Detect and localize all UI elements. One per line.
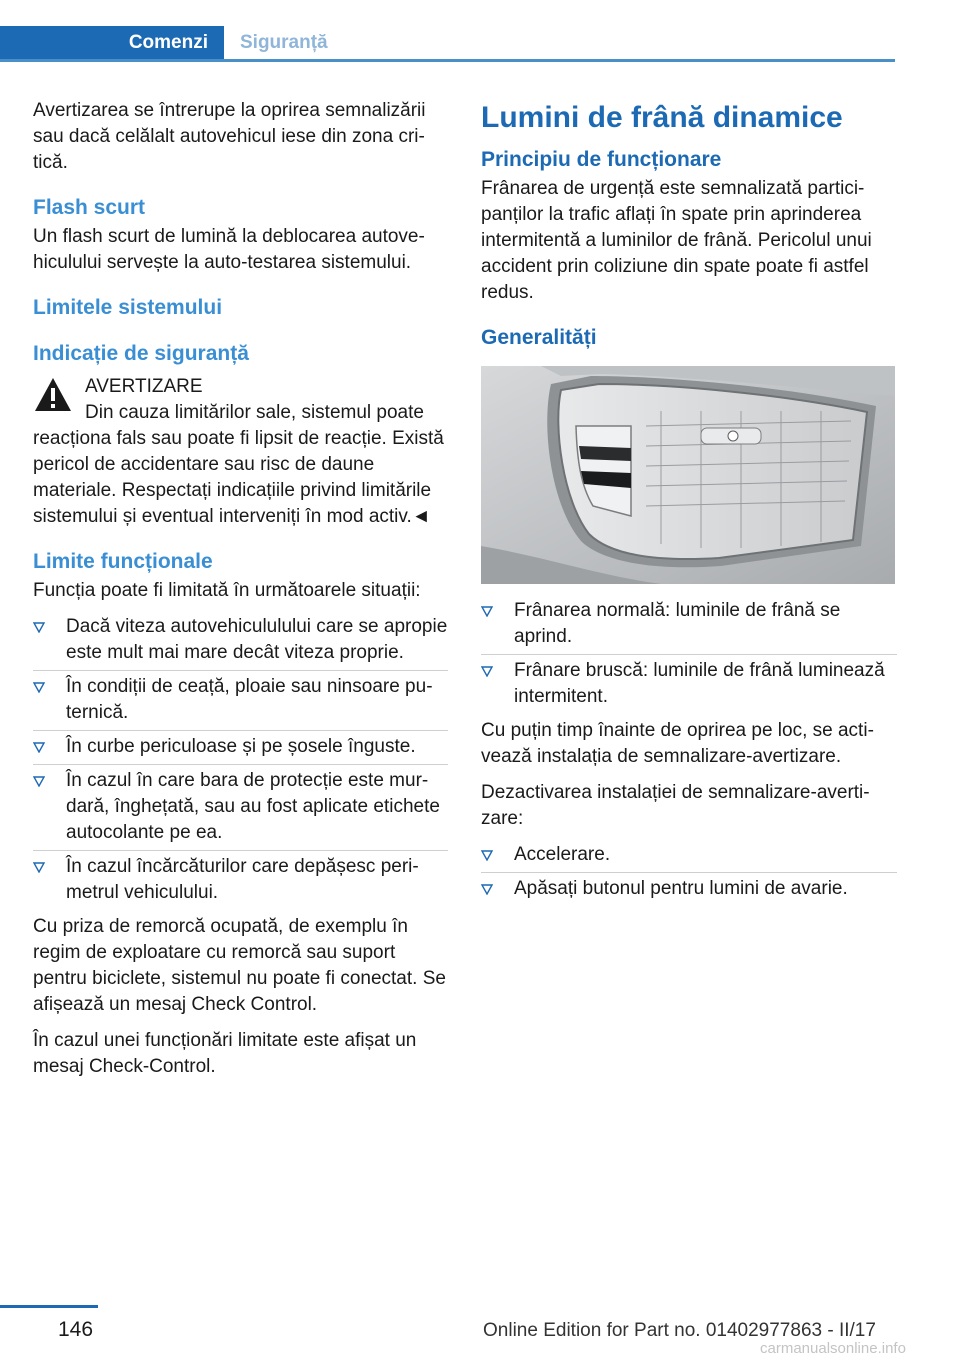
tabbar-underline — [0, 59, 895, 62]
brake-light-photo — [481, 366, 895, 584]
list-item: În cazul în care bara de protecție este murdară, înghețată, sau au fost aplicate etichete autocolante pe ea. — [33, 768, 448, 846]
functional-limits-list — [33, 614, 448, 906]
paragraph-principle: Frânarea de urgență este semnalizată participanților la trafic aflați în spate prin aprinderea intermitentă a luminilor de frână. Pericolul unui accident prin coliziune din spate poate fi astfel redus. — [481, 178, 872, 303]
triangle-bullet-icon — [481, 884, 493, 895]
edition-label: Online Edition for Part no. 01402977863 - II/17 — [483, 1320, 876, 1341]
triangle-bullet-icon — [33, 862, 45, 873]
heading-safety-note: Indicație de siguranță — [33, 342, 249, 365]
footer-rule — [0, 1305, 98, 1308]
chapter-tabbar — [0, 26, 895, 62]
paragraph-hazard-activation: Cu puțin timp înainte de oprirea pe loc, se activează instalația de semnalizare-avertizare. — [481, 720, 874, 767]
list-item: În curbe periculoase și pe șosele înguste. — [33, 734, 448, 760]
heading-principle: Principiu de funcționare — [481, 148, 722, 171]
list-item: Frânare bruscă: luminile de frână luminează intermitent. — [481, 658, 897, 710]
paragraph-functional-limits: Funcția poate fi limitată în următoarele situații: — [33, 580, 421, 601]
heading-general: Generalități — [481, 326, 597, 349]
list-item: Dacă viteza autovehicululului care se apropie este mult mai mare decât viteza proprie. — [33, 614, 448, 666]
list-item: Accelerare. — [481, 842, 897, 868]
triangle-bullet-icon — [33, 742, 45, 753]
list-item: În cazul încărcăturilor care depășesc perimetrul vehiculului. — [33, 854, 448, 906]
warning-title: AVERTIZARE — [85, 376, 203, 397]
warning-text: Din cauza limitărilor sale, sistemul poate reacționa fals sau poate fi lipsit de reacție. Există pericol de accidentare sau risc de daune materiale. Respectați indicațiile privind limitările sistemului și eventual interveniți în mod activ.◄ — [33, 402, 444, 527]
warning-triangle-icon — [33, 376, 73, 414]
heading-system-limits: Limitele sistemului — [33, 296, 223, 319]
heading-dynamic-brake-lights: Lumini de frână dinamice — [481, 101, 843, 134]
list-item: Apăsați butonul pentru lumini de avarie. — [481, 876, 897, 902]
heading-functional-limits: Limite funcționale — [33, 550, 213, 573]
triangle-bullet-icon — [33, 682, 45, 693]
brake-behavior-list — [481, 598, 897, 710]
right-column — [481, 98, 897, 910]
page-number: 146 — [58, 1318, 94, 1341]
paragraph-limited-function: În cazul unei funcționări limitate este afișat un mesaj Check-Control. — [33, 1030, 417, 1077]
paragraph-trailer: Cu priza de remorcă ocupată, de exemplu în regim de exploatare cu remorcă sau suport pentru biciclete, sistemul nu poate fi conectat. Se afișează un mesaj Check Control. — [33, 916, 446, 1015]
watermark: carmanualsonline.info — [760, 1340, 906, 1357]
paragraph-flash: Un flash scurt de lumină la deblocarea autovehiculului servește la auto-testarea sistemului. — [33, 226, 425, 273]
triangle-bullet-icon — [481, 666, 493, 677]
triangle-bullet-icon — [481, 606, 493, 617]
triangle-bullet-icon — [33, 776, 45, 787]
heading-flash-scurt: Flash scurt — [33, 196, 146, 219]
deactivation-list — [481, 842, 897, 902]
paragraph-deactivation: Dezactivarea instalației de semnalizare-avertizare: — [481, 782, 870, 829]
triangle-bullet-icon — [33, 622, 45, 633]
left-column — [33, 98, 448, 1090]
warning-block — [33, 374, 448, 530]
tab-comenzi[interactable]: Comenzi — [0, 26, 224, 60]
tab-siguranta[interactable]: Siguranță — [240, 32, 328, 53]
list-item: În condiții de ceață, ploaie sau ninsoare puternică. — [33, 674, 448, 726]
list-item: Frânarea normală: luminile de frână se aprind. — [481, 598, 897, 650]
paragraph-warning-stop: Avertizarea se întrerupe la oprirea semnalizării sau dacă celălalt autovehicul iese din zona critică. — [33, 100, 426, 173]
triangle-bullet-icon — [481, 850, 493, 861]
